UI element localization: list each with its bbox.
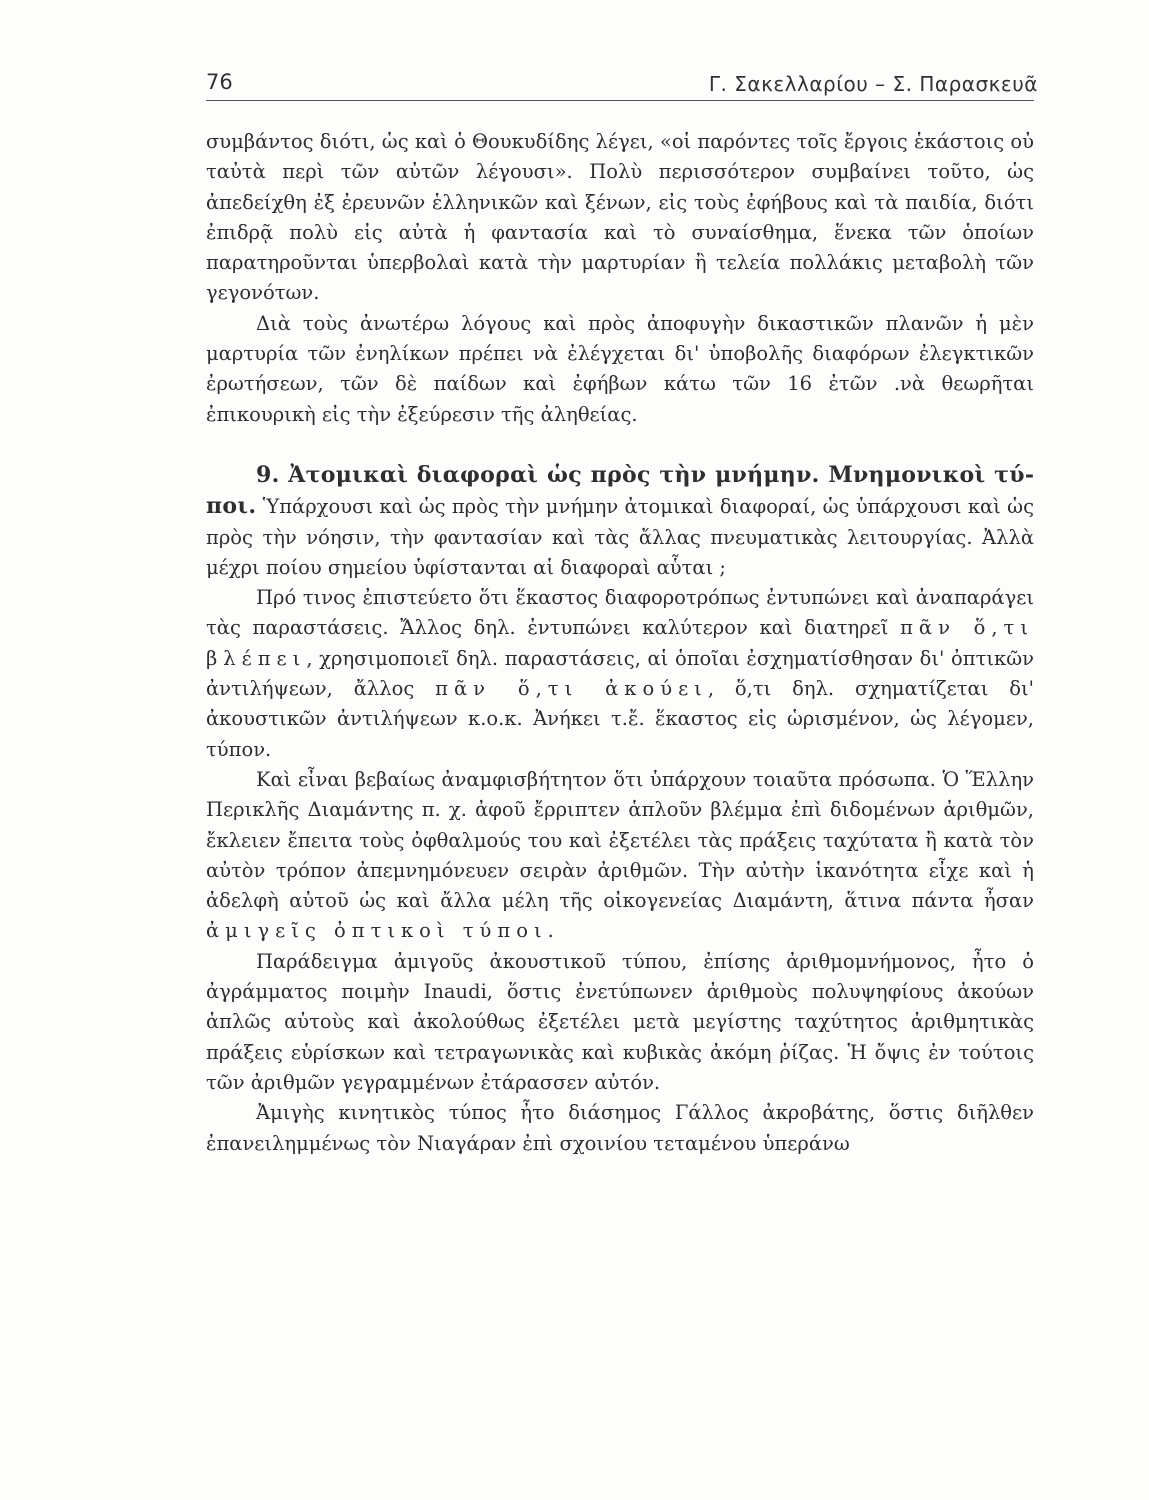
- section-heading: 9. Ἀτομικαὶ διαφοραὶ ὡς πρὸς τὴν μνήμην. Μνημονικοὶ τύποι.: [206, 461, 1034, 520]
- paragraph: Ἀμιγὴς κινητικὸς τύπος ἦτο διάσημος Γάλλος ἀκροβάτης, ὅστις διῆλθεν ἐπανειλημμένως τὸν Νιαγάραν ἐπὶ σχοινίου τεταμένου ὑπεράνω: [206, 1101, 1034, 1155]
- paragraph-text: .: [547, 919, 554, 943]
- emphasis-spaced: πᾶν ὅ,τι βλέπει: [206, 616, 1034, 670]
- paragraph: [206, 765, 1034, 947]
- page-number: 76: [206, 70, 233, 94]
- emphasis-spaced: ἀμιγεῖς ὀπτικοὶ τύποι: [206, 919, 548, 943]
- paragraph: [206, 583, 1034, 765]
- paragraph-text: Πρό τινος ἐπιστεύετο ὅτι ἕκαστος διαφοροτρόπως ἐντυπώνει καὶ ἀναπαράγει τὰς παραστάσεις. Ἄλλος δηλ. ἐντυπώνει καλύτερον καὶ διατηρεῖ: [206, 586, 1034, 640]
- emphasis-spaced: πᾶν ὅ,τι ἀκούει: [435, 677, 708, 701]
- page-header: [206, 70, 1038, 100]
- paragraph-text: Καὶ εἶναι βεβαίως ἀναμφισβήτητον ὅτι ὑπάρχουν τοιαῦτα πρόσωπα. Ὁ Ἕλλην Περικλῆς Διαμάντης π. χ. ἀφοῦ ἔρριπτεν ἁπλοῦν βλέμμα ἐπὶ διδομένων ἀριθμῶν, ἔκλειεν ἔπειτα τοὺς ὀφθαλμούς του καὶ ἐξετέλει τὰς πράξεις ταχύτατα ἢ κατὰ τὸν αὐτὸν τρόπον ἀπεμνημόνευεν σειρὰν ἀριθμῶν. Τὴν αὐτὴν ἱκανότητα εἶχε καὶ ἡ ἀδελφὴ αὐτοῦ ὡς καὶ ἄλλα μέλη τῆς οἰκογενείας Διαμάντη, ἅτινα πάντα ἦσαν: [206, 767, 1034, 913]
- paragraph-text: Ὑπάρχουσι καὶ ὡς πρὸς τὴν μνήμην ἀτομικαὶ διαφοραί, ὡς ὑπάρχουσι καὶ ὡς πρὸς τὴν νόησιν, τὴν φαντασίαν καὶ τὰς ἄλλας πνευματικὰς λειτουργίας. Ἀλλὰ μέχρι ποίου σημείου ὑφίστανται αἱ διαφοραὶ αὗται ;: [206, 495, 1034, 579]
- paragraph-text: , χρησιμοποιεῖ δηλ. παραστάσεις, αἱ ὁποῖαι ἐσχηματίσθησαν δι' ὀπτικῶν ἀντιλήψεων, ἄλλος: [206, 646, 1034, 701]
- header-rule: [206, 100, 1034, 101]
- body-text: [206, 127, 1034, 1159]
- section-paragraph: [206, 460, 1034, 583]
- section-gap: [206, 430, 1034, 460]
- running-head: Γ. Σακελλαρίου – Σ. Παρασκευᾶ: [708, 72, 1038, 96]
- paragraph: Παράδειγμα ἀμιγοῦς ἀκουστικοῦ τύπου, ἐπίσης ἀριθμομνήμονος, ἦτο ὁ ἀγράμματος ποιμὴν Inaudi, ὅστις ἐνετύπωνεν ἀριθμοὺς πολυψηφίους ἀκούων ἁπλῶς αὐτοὺς καὶ ἀκολούθως ἐξετέλει μετὰ μεγίστης ταχύτητος ἀριθμητικὰς πράξεις εὑρίσκων καὶ τετραγωνικὰς καὶ κυβικὰς ἀκόμη ῥίζας. Ἡ ὄψις ἐν τούτοις τῶν ἀριθμῶν γεγραμμένων ἐτάρασσεν αὐτόν.: [206, 949, 1034, 1094]
- paragraph: Διὰ τοὺς ἀνωτέρω λόγους καὶ πρὸς ἀποφυγὴν δικαστικῶν πλανῶν ἡ μὲν μαρτυρία τῶν ἐνηλίκων πρέπει νὰ ἐλέγχεται δι' ὑποβολῆς διαφόρων ἐλεγκτικῶν ἐρωτήσεων, τῶν δὲ παίδων καὶ ἐφήβων κάτω τῶν 16 ἐτῶν .νὰ θεωρῆται ἐπικουρικὴ εἰς τὴν ἐξεύρεσιν τῆς ἀληθείας.: [206, 311, 1034, 426]
- paragraph: συμβάντος διότι, ὡς καὶ ὁ Θουκυδίδης λέγει, «οἱ παρόντες τοῖς ἔργοις ἑκάστοις οὐ ταὐτὰ περὶ τῶν αὐτῶν λέγουσι». Πολὺ περισσότερον συμβαίνει τοῦτο, ὡς ἀπεδείχθη ἐξ ἐρευνῶν ἑλληνικῶν καὶ ξένων, εἰς τοὺς ἐφήβους καὶ τὰ παιδία, διότι ἐπιδρᾷ πολὺ εἰς αὐτὰ ἡ φαντασία καὶ τὸ συναίσθημα, ἕνεκα τῶν ὁποίων παρατηροῦνται ὑπερβολαὶ κατὰ τὴν μαρτυρίαν ἢ τελεία πολλάκις μεταβολὴ τῶν γεγονότων.: [206, 130, 1034, 305]
- paragraph-text: , ὅ,τι δηλ. σχηματίζεται δι' ἀκουστικῶν ἀντιλήψεων κ.ο.κ. Ἀνήκει τ.ἔ. ἕκαστος εἰς ὡρισμένον, ὡς λέγομεν, τύπον.: [206, 677, 1034, 761]
